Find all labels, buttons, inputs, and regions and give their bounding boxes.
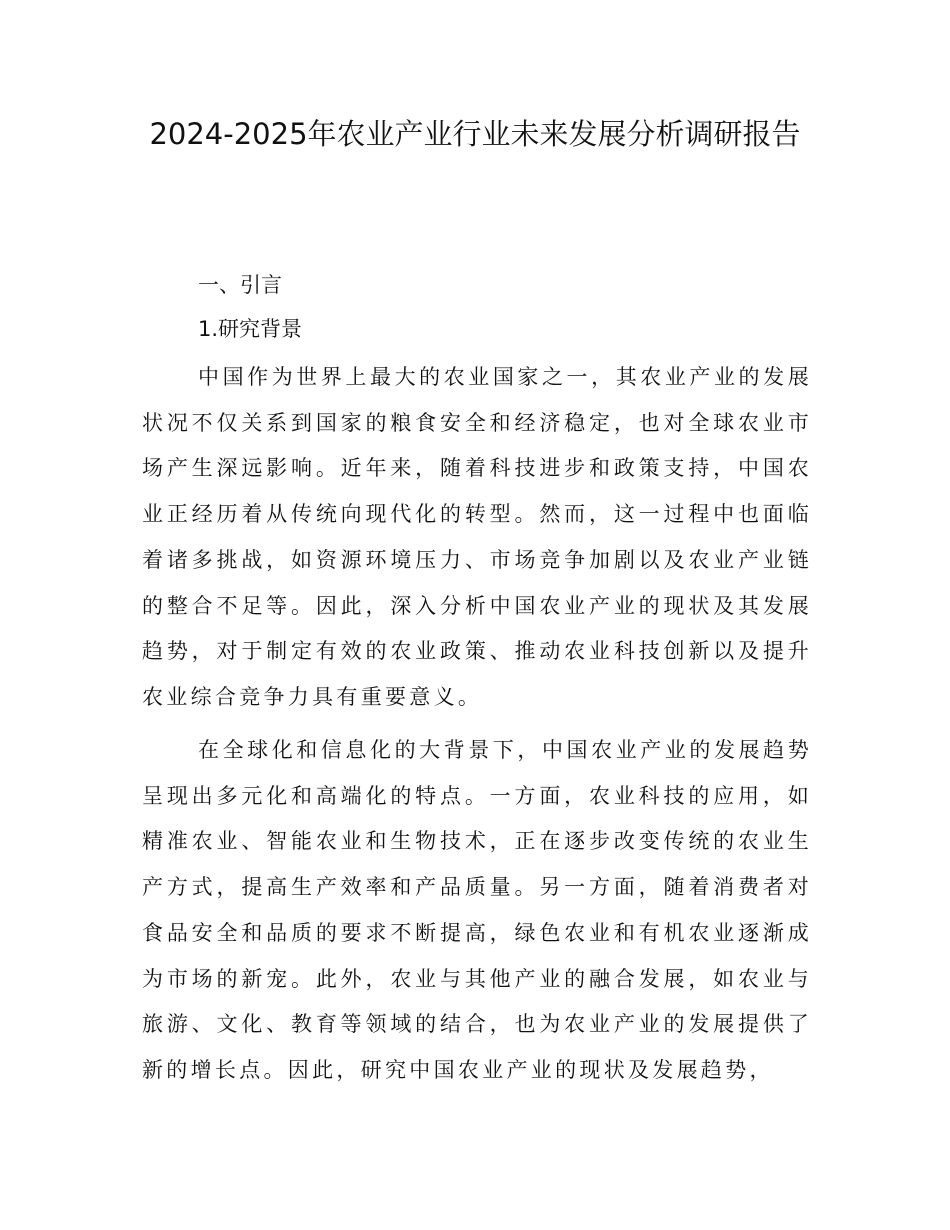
section-heading: 一、引言 (198, 273, 282, 297)
body-paragraph: 在全球化和信息化的大背景下，中国农业产业的发展趋势呈现出多元化和高端化的特点。一方面，农业科技的应用，如精准农业、智能农业和生物技术，正在逐步改变传统的农业生产方式，提高生产效率和产品质量。另一方面，随着消费者对食品安全和品质的要求不断提高，绿色农业和有机农业逐渐成为市场的新宠。此外，农业与其他产业的融合发展，如农业与旅游、文化、教育等领域的结合，也为农业产业的发展提供了新的增长点。因此，研究中国农业产业的现状及发展趋势， (142, 738, 812, 1082)
body-paragraph: 中国作为世界上最大的农业国家之一，其农业产业的发展状况不仅关系到国家的粮食安全和经济稳定，也对全球农业市场产生深远影响。近年来，随着科技进步和政策支持，中国农业正经历着从传统向现代化的转型。然而，这一过程中也面临着诸多挑战，如资源环境压力、市场竞争加剧以及农业产业链的整合不足等。因此，深入分析中国农业产业的现状及其发展趋势，对于制定有效的农业政策、推动农业科技创新以及提升农业综合竞争力具有重要意义。 (142, 365, 812, 709)
document-title: 2024-2025年农业产业行业未来发展分析调研报告 (149, 117, 801, 151)
subsection-heading: 1.研究背景 (198, 317, 303, 341)
